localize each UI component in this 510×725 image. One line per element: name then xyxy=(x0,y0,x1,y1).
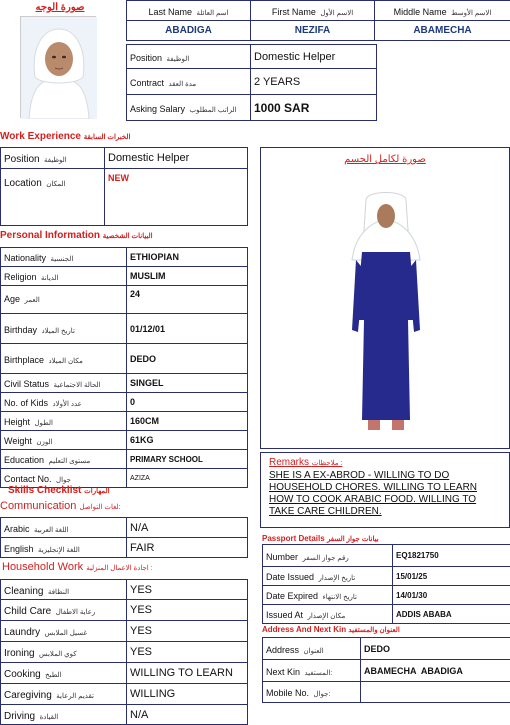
education-label-ar: مستوى التعليم xyxy=(48,458,90,465)
salary-value: 1000 SAR xyxy=(251,95,377,121)
date-expired-label: Date Expired xyxy=(266,591,318,601)
we-position-label-cell xyxy=(1,148,105,169)
last-name-header xyxy=(127,1,251,21)
contract-label: Contract xyxy=(130,78,164,88)
date-issued-value: 15/01/25 xyxy=(393,567,510,586)
address-title xyxy=(262,625,400,634)
issued-at-value: ADDIS ABABA xyxy=(393,605,510,624)
job-position-value: Domestic Helper xyxy=(251,45,377,69)
civil-status-value: SINGEL xyxy=(127,374,248,393)
kids-label-ar: عدد الأولاد xyxy=(52,401,81,408)
arabic-value: N/A xyxy=(127,518,248,538)
face-portrait-image xyxy=(21,17,97,119)
household-table xyxy=(0,579,248,725)
english-label: English xyxy=(4,544,34,554)
height-label: Height xyxy=(4,417,30,427)
first-name-header xyxy=(251,1,375,21)
job-position-label: Position xyxy=(130,53,162,63)
last-name-label: Last Name xyxy=(148,7,192,17)
birthplace-label: Birthplace xyxy=(4,355,44,365)
education-label: Education xyxy=(4,455,44,465)
face-photo-panel xyxy=(0,0,124,122)
household-title xyxy=(2,561,252,577)
languages-table xyxy=(0,517,248,558)
passport-number-label: Number xyxy=(266,552,298,562)
religion-label-ar: الديانة xyxy=(41,275,59,282)
kids-value: 0 xyxy=(127,393,248,412)
english-label-ar: اللغة الإنجليزية xyxy=(38,547,80,554)
remarks-heading xyxy=(269,457,501,468)
passport-row-label xyxy=(263,545,393,567)
we-location-value: NEW xyxy=(105,169,248,226)
full-body-photo-title: صورة لكامل الجسم xyxy=(261,154,509,165)
remarks-label: Remarks xyxy=(269,457,309,468)
birthday-label: Birthday xyxy=(4,325,37,335)
birthday-label-ar: تاريخ الميلاد xyxy=(41,328,74,335)
address-label-ar: العنوان xyxy=(303,648,323,655)
address-table xyxy=(262,637,510,703)
household-row-label xyxy=(1,663,127,684)
cooking-label: Cooking xyxy=(4,669,41,680)
weight-label: Weight xyxy=(4,436,32,446)
household-title-ar: اجادة الاعمال المنزلية : xyxy=(86,565,152,572)
personal-info-title-ar: البيانات الشخصية xyxy=(103,233,153,240)
cooking-label-ar: الطبخ xyxy=(45,672,61,679)
first-name-label: First Name xyxy=(272,7,316,17)
mobile-label-ar: جوال: xyxy=(313,691,330,698)
middle-name-header xyxy=(375,1,510,21)
personal-info-title xyxy=(0,230,153,241)
personal-row-label xyxy=(1,286,127,314)
passport-number-label-ar: رقم جواز السفر xyxy=(302,555,348,562)
nationality-label: Nationality xyxy=(4,253,46,263)
driving-value: N/A xyxy=(127,705,248,725)
full-body-image xyxy=(346,190,426,440)
contact-label: Contact No. xyxy=(4,474,52,484)
passport-title xyxy=(262,534,379,543)
child-care-value: YES xyxy=(127,600,248,621)
religion-value: MUSLIM xyxy=(127,267,248,286)
birthplace-label-ar: مكان الميلاد xyxy=(48,358,82,365)
face-photo xyxy=(20,16,96,118)
we-location-label-cell xyxy=(1,169,105,226)
passport-title-ar: بيانات جواز السفر xyxy=(327,536,379,543)
middle-name-value: ABAMECHA xyxy=(375,21,510,41)
laundry-label-ar: غسيل الملابس xyxy=(45,630,87,637)
date-expired-value: 14/01/30 xyxy=(393,586,510,605)
we-position-value: Domestic Helper xyxy=(105,148,248,169)
age-label: Age xyxy=(4,294,20,304)
religion-label: Religion xyxy=(4,272,37,282)
nationality-label-ar: الجنسية xyxy=(50,256,73,263)
issued-at-label-ar: مكان الإصدار xyxy=(307,613,345,620)
caregiving-value: WILLING xyxy=(127,684,248,705)
job-table xyxy=(126,44,377,121)
household-row-label xyxy=(1,621,127,642)
laundry-value: YES xyxy=(127,621,248,642)
first-name-value: NEZIFA xyxy=(251,21,375,41)
skills-title xyxy=(8,485,110,496)
passport-number-value: EQ1821750 xyxy=(393,545,510,567)
contract-label-cell xyxy=(127,69,251,95)
salary-label-cell xyxy=(127,95,251,121)
ironing-label-ar: كوي الملابس xyxy=(39,651,77,658)
next-kin-label-ar: المستفيد: xyxy=(304,670,332,677)
weight-value: 61KG xyxy=(127,431,248,450)
passport-row-label xyxy=(263,605,393,624)
skills-title-en: Skills Checklist xyxy=(8,485,81,496)
date-expired-label-ar: تاريخ الانتهاء xyxy=(322,594,357,601)
personal-row-label xyxy=(1,314,127,344)
skills-title-ar: المهارات xyxy=(84,488,109,495)
last-name-value: ABADIGA xyxy=(127,21,251,41)
communication-title-ar: لغات التواصل: xyxy=(79,504,120,511)
we-location-label-ar: المكان xyxy=(46,181,65,188)
education-value: PRIMARY SCHOOL xyxy=(127,450,248,469)
height-label-ar: الطول xyxy=(34,420,53,427)
face-photo-title: صورة الوجه xyxy=(0,2,120,13)
birthday-value: 01/12/01 xyxy=(127,314,248,344)
mobile-value xyxy=(361,682,510,703)
date-issued-label-ar: تاريخ الإصدار xyxy=(318,575,355,582)
we-location-label: Location xyxy=(4,178,42,189)
communication-title xyxy=(0,500,250,516)
cleaning-label: Cleaning xyxy=(4,586,43,597)
passport-title-en: Passport Details xyxy=(262,534,325,543)
driving-label-ar: القيادة xyxy=(40,714,59,721)
communication-title-en: Communication xyxy=(0,500,76,512)
personal-row-label xyxy=(1,267,127,286)
position-label-cell xyxy=(127,45,251,69)
english-value: FAIR xyxy=(127,538,248,558)
next-kin-label: Next Kin xyxy=(266,667,300,677)
personal-row-label xyxy=(1,431,127,450)
date-issued-label: Date Issued xyxy=(266,572,314,582)
arabic-label: Arabic xyxy=(4,524,30,534)
passport-row-label xyxy=(263,567,393,586)
household-title-en: Household Work xyxy=(2,561,83,573)
job-position-label-ar: الوظيفة xyxy=(166,56,189,63)
mobile-label-cell xyxy=(263,682,361,703)
household-row-label xyxy=(1,705,127,725)
we-position-label: Position xyxy=(4,154,40,165)
full-body-photo-panel xyxy=(260,147,510,449)
work-experience-title xyxy=(0,131,131,142)
passport-table xyxy=(262,544,510,624)
we-position-label-ar: الوظيفة xyxy=(44,157,67,164)
language-row-label xyxy=(1,538,127,558)
civil-status-label-ar: الحالة الاجتماعية xyxy=(53,382,100,389)
remarks-label-ar: ملاحظات : xyxy=(312,460,343,467)
contact-label-ar: جوال xyxy=(56,477,71,484)
contract-label-ar: مدة العقد xyxy=(168,81,196,88)
work-experience-title-ar: الخبرات السابقة xyxy=(84,134,131,141)
household-row-label xyxy=(1,600,127,621)
personal-row-label xyxy=(1,450,127,469)
age-value: 24 xyxy=(127,286,248,314)
civil-status-label: Civil Status xyxy=(4,379,49,389)
personal-row-label xyxy=(1,344,127,374)
address-label: Address xyxy=(266,645,299,655)
passport-row-label xyxy=(263,586,393,605)
middle-name-label-ar: الاسم الأوسط xyxy=(451,10,491,17)
contract-value: 2 YEARS xyxy=(251,69,377,95)
personal-info-title-en: Personal Information xyxy=(0,230,100,241)
issued-at-label: Issued At xyxy=(266,610,303,620)
address-title-ar: العنوان والمستفيد xyxy=(348,627,399,634)
household-row-label xyxy=(1,642,127,663)
address-value: DEDO xyxy=(361,638,510,660)
contact-value: AZIZA xyxy=(127,469,248,488)
caregiving-label-ar: تقديم الرعاية xyxy=(56,693,94,700)
nationality-value: ETHIOPIAN xyxy=(127,248,248,267)
names-table xyxy=(126,0,510,41)
household-row-label xyxy=(1,580,127,600)
middle-name-label: Middle Name xyxy=(394,7,447,17)
last-name-label-ar: اسم العائلة xyxy=(196,10,228,17)
address-title-en: Address And Next Kin xyxy=(262,625,346,634)
first-name-label-ar: الاسم الأول xyxy=(320,10,353,17)
kids-label: No. of Kids xyxy=(4,398,48,408)
arabic-label-ar: اللغة العربية xyxy=(34,527,69,534)
household-row-label xyxy=(1,684,127,705)
personal-row-label xyxy=(1,374,127,393)
age-label-ar: العمر xyxy=(24,297,39,304)
remarks-text: SHE IS A EX-ABROD - WILLING TO DO HOUSEHOLD CHORES. WILLING TO LEARN HOW TO COOK ARABIC FOOD. WILLING TO TAKE CARE CHILDREN. xyxy=(269,470,501,518)
child-care-label-ar: رعاية الاطفال xyxy=(56,609,96,616)
cleaning-value: YES xyxy=(127,580,248,600)
address-label-cell xyxy=(263,638,361,660)
caregiving-label: Caregiving xyxy=(4,690,52,701)
next-kin-value: ABAMECHA ABADIGA xyxy=(361,660,510,682)
salary-label-ar: الراتب المطلوب xyxy=(189,107,236,114)
ironing-value: YES xyxy=(127,642,248,663)
next-kin-label-cell xyxy=(263,660,361,682)
cleaning-label-ar: النظافة xyxy=(48,589,69,596)
height-value: 160CM xyxy=(127,412,248,431)
salary-label: Asking Salary xyxy=(130,104,185,114)
personal-info-table xyxy=(0,247,248,488)
work-experience-table xyxy=(0,147,248,226)
weight-label-ar: الوزن xyxy=(36,439,52,446)
cooking-value: WILLING TO LEARN xyxy=(127,663,248,684)
personal-row-label xyxy=(1,412,127,431)
mobile-label: Mobile No. xyxy=(266,688,309,698)
birthplace-value: DEDO xyxy=(127,344,248,374)
child-care-label: Child Care xyxy=(4,606,51,617)
remarks-panel xyxy=(260,452,510,528)
personal-row-label xyxy=(1,393,127,412)
language-row-label xyxy=(1,518,127,538)
personal-row-label xyxy=(1,248,127,267)
work-experience-title-en: Work Experience xyxy=(0,131,81,142)
laundry-label: Laundry xyxy=(4,627,40,638)
driving-label: Driving xyxy=(4,711,35,722)
ironing-label: Ironing xyxy=(4,648,35,659)
